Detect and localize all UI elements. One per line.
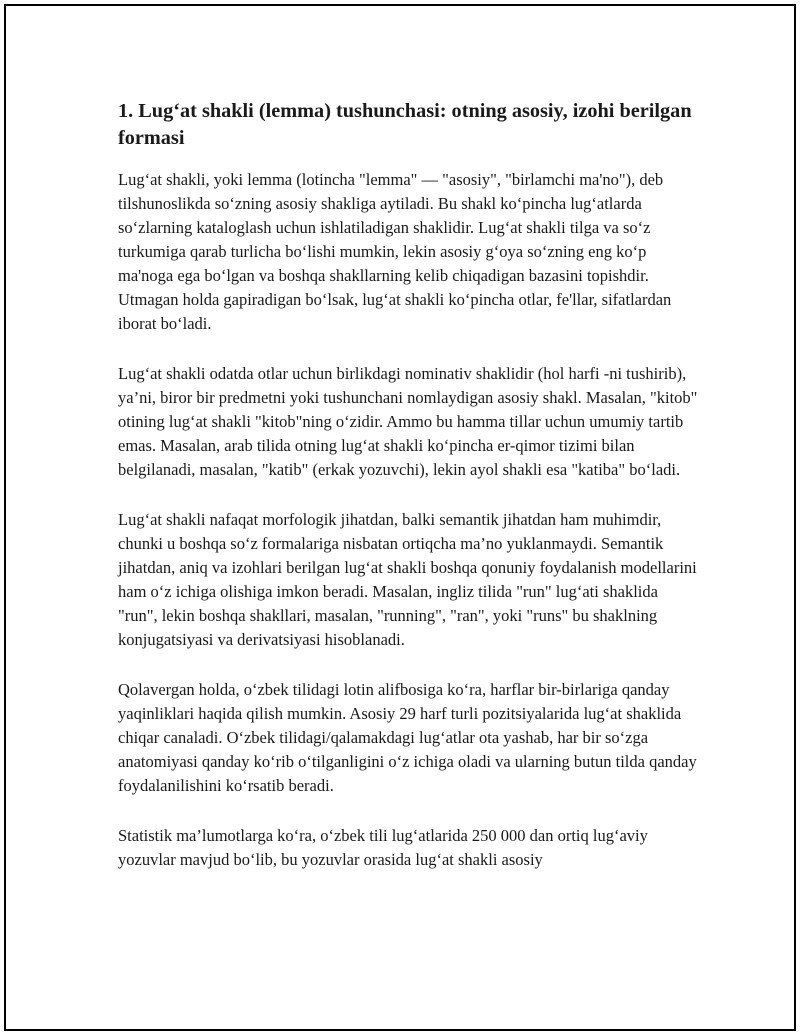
paragraph-5: Statistik ma’lumotlarga ko‘ra, o‘zbek tili lug‘atlarida 250 000 dan ortiq lug‘aviy yozuvlar mavjud bo‘lib, bu yozuvlar orasida lug‘at shakli asosiy [118, 826, 648, 869]
paragraph-4: Qolavergan holda, o‘zbek tilidagi lotin alifbosiga ko‘ra, harflar bir-birlariga qanday yaqinliklari haqida qilish mumkin. Asosiy 29 harf turli pozitsiyalarida lug‘at shaklida chiqar canaladi. O‘zbek tilidagi/qalamakdagi lug‘atlar ota yashab, har bir so‘zga anatomiyasi qanday ko‘rib o‘tilganligini o‘z ichiga oladi va ularning butun tilda qanday foydalanilishini ko‘rsatib beradi. [118, 680, 697, 795]
document-body [118, 98, 698, 898]
paragraph-1: Lug‘at shakli, yoki lemma (lotincha "lemma" — "asosiy", "birlamchi ma'no"), deb tilshunoslikda so‘zning asosiy shakliga aytiladi. Bu shakl ko‘pincha lug‘atlarda so‘zlarning kataloglash uchun ishlatiladigan shaklidir. Lug‘at shakli tilga va so‘z turkumiga qarab turlicha bo‘lishi mumkin, lekin asosiy g‘oya so‘zning eng ko‘p ma'noga ega bo‘lgan va boshqa shakllarning kelib chiqadigan bazasini topishdir. Utmagan holda gapiradigan bo‘lsak, lug‘at shakli ko‘pincha otlar, fe'llar, sifatlardan iborat bo‘ladi. [118, 170, 672, 333]
page-frame [4, 4, 796, 1031]
paragraph-2: Lug‘at shakli odatda otlar uchun birlikdagi nominativ shaklidir (hol harfi -ni tushirib), ya’ni, biror bir predmetni yoki tushunchani nomlaydigan asosiy shakl. Masalan, "kitob" otining lug‘at shakli "kitob"ning o‘zidir. Ammo bu hamma tillar uchun umumiy tartib emas. Masalan, arab tilida otning lug‘at shakli ko‘pincha er-qimor tizimi bilan belgilanadi, masalan, "katib" (erkak yozuvchi), lekin ayol shakli esa "katiba" bo‘ladi. [118, 364, 698, 479]
paragraph-3: Lug‘at shakli nafaqat morfologik jihatdan, balki semantik jihatdan ham muhimdir, chunki u boshqa so‘z formalariga nisbatan ortiqcha ma’no yuklanmaydi. Semantik jihatdan, aniq va izohlari berilgan lug‘at shakli boshqa qonuniy foydalanish modellarini ham o‘z ichiga olishiga imkon beradi. Masalan, ingliz tilida "run" lug‘ati shaklida "run", lekin boshqa shakllari, masalan, "running", "ran", yoki "runs" bu shaklning konjugatsiyasi va derivatsiyasi hisoblanadi. [118, 510, 697, 649]
section-heading: 1. Lug‘at shakli (lemma) tushunchasi: otning asosiy, izohi berilgan formasi [118, 100, 692, 149]
